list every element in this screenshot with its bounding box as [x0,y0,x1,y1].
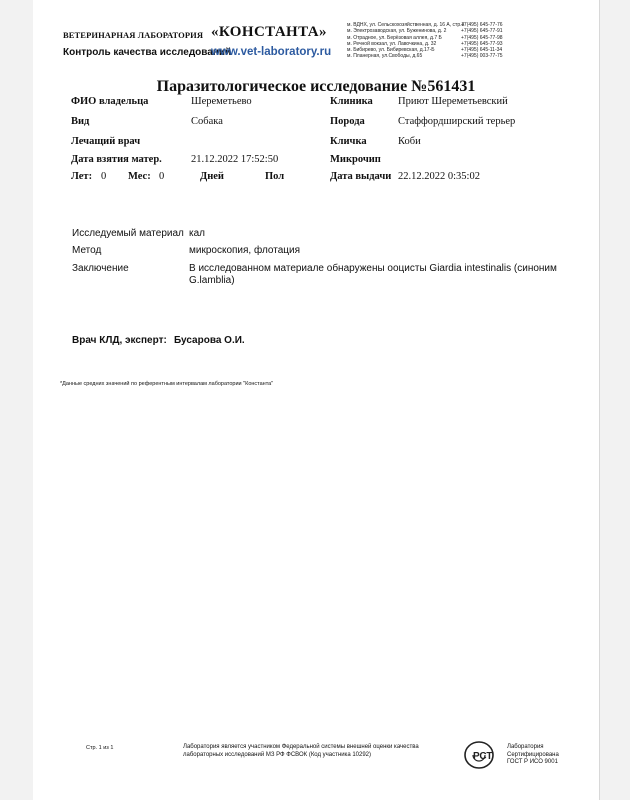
issue-date-label: Дата выдачи [330,171,392,182]
age-years-value: 0 [101,171,107,182]
species-label: Вид [71,116,90,127]
owner-label: ФИО владельца [71,96,149,107]
phone-line: +7(495) 003-77-75 [461,53,503,60]
phone-line: +7(495) 645-77-93 [461,40,503,47]
lab-name: «КОНСТАНТА» [211,24,327,40]
address-line: м. Отрадное, ул. Берёзовая аллея, д.7 Б [347,34,442,41]
lab-subtitle: Контроль качества исследований [63,47,232,58]
address-line: м. ВДНХ, ул. Сельскохозяйственная, д. 16 А, стр.3 [347,22,465,28]
conclusion-line-2: G.lamblia) [189,275,235,286]
phone-line: +7(495) 645-77-76 [461,22,503,28]
participant-line-1: Лаборатория является участником Федеральной системы внешней оценки качества [183,744,419,750]
age-years-label: Лет: [71,171,93,182]
nickname-value: Коби [398,136,421,147]
rst-certification-logo-icon [463,740,505,770]
age-days-label: Дней [200,171,224,182]
lab-addresses [347,22,464,60]
document-page [33,0,599,800]
participant-line-2: лабораторных исследований МЗ РФ ФСВОК (Код участника 10292) [183,752,372,758]
age-months-label: Мес: [128,171,151,182]
address-line: м. Бибирево, ул. Бибиревская, д.17-Б [347,47,435,54]
issue-date-value: 22.12.2022 0:35:02 [398,171,480,182]
age-months-value: 0 [159,171,165,182]
lab-phones [461,22,503,60]
phone-line: +7(495) 645-11-34 [461,47,503,54]
attending-doctor-label: Лечащий врач [71,136,141,147]
page-edge-divider [599,0,600,800]
cert-line-2: Сертифицирована [507,751,559,758]
signature-role: Врач КЛД, эксперт: [72,335,167,346]
address-line: м. Планерная, ул.Свободы, д.65 [347,53,423,60]
logo-text: РСТ [473,751,493,762]
address-line: м. Электрозаводская, ул. Буженинова, д. 2 [347,28,447,35]
cert-line-1: Лаборатория [507,744,544,750]
conclusion-line-1: В исследованном материале обнаружены ооцисты Giardia intestinalis (синоним [189,263,557,274]
address-line: м. Речной вокзал, ул. Лавочкина, д. 32 [347,40,437,47]
breed-label: Порода [330,116,365,127]
nickname-label: Кличка [330,136,367,147]
species-value: Собака [191,116,223,127]
date-taken-value: 21.12.2022 17:52:50 [191,154,279,165]
conclusion-label: Заключение [72,263,129,274]
owner-value: Шереметьево [191,96,252,107]
cert-line-3: ГОСТ Р ИСО 9001 [507,759,558,765]
microchip-label: Микрочип [330,154,381,165]
signature-name: Бусарова О.И. [174,335,245,346]
material-value: кал [189,228,205,239]
certification-text [507,744,559,767]
method-value: микроскопия, флотация [189,245,301,256]
page-number: Стр. 1 из 1 [86,745,114,751]
clinic-value: Приют Шереметьевский [398,96,508,107]
lab-website-link[interactable]: www.vet-laboratory.ru [211,46,332,58]
phone-line: +7(495) 645-77-98 [461,34,503,41]
phone-line: +7(495) 645-77-91 [461,28,503,35]
date-taken-label: Дата взятия матер. [71,154,162,165]
footnote: *Данные средних значений по референтным интервалам лаборатории "Константа" [60,381,274,387]
material-label: Исследуемый материал [72,228,184,239]
document-title: Паразитологическое исследование №561431 [156,78,476,95]
clinic-label: Клиника [330,96,373,107]
method-label: Метод [72,245,102,256]
sex-label: Пол [265,171,285,182]
breed-value: Стаффордширский терьер [398,116,516,127]
lab-prefix: ВЕТЕРИНАРНАЯ ЛАБОРАТОРИЯ [63,30,204,40]
